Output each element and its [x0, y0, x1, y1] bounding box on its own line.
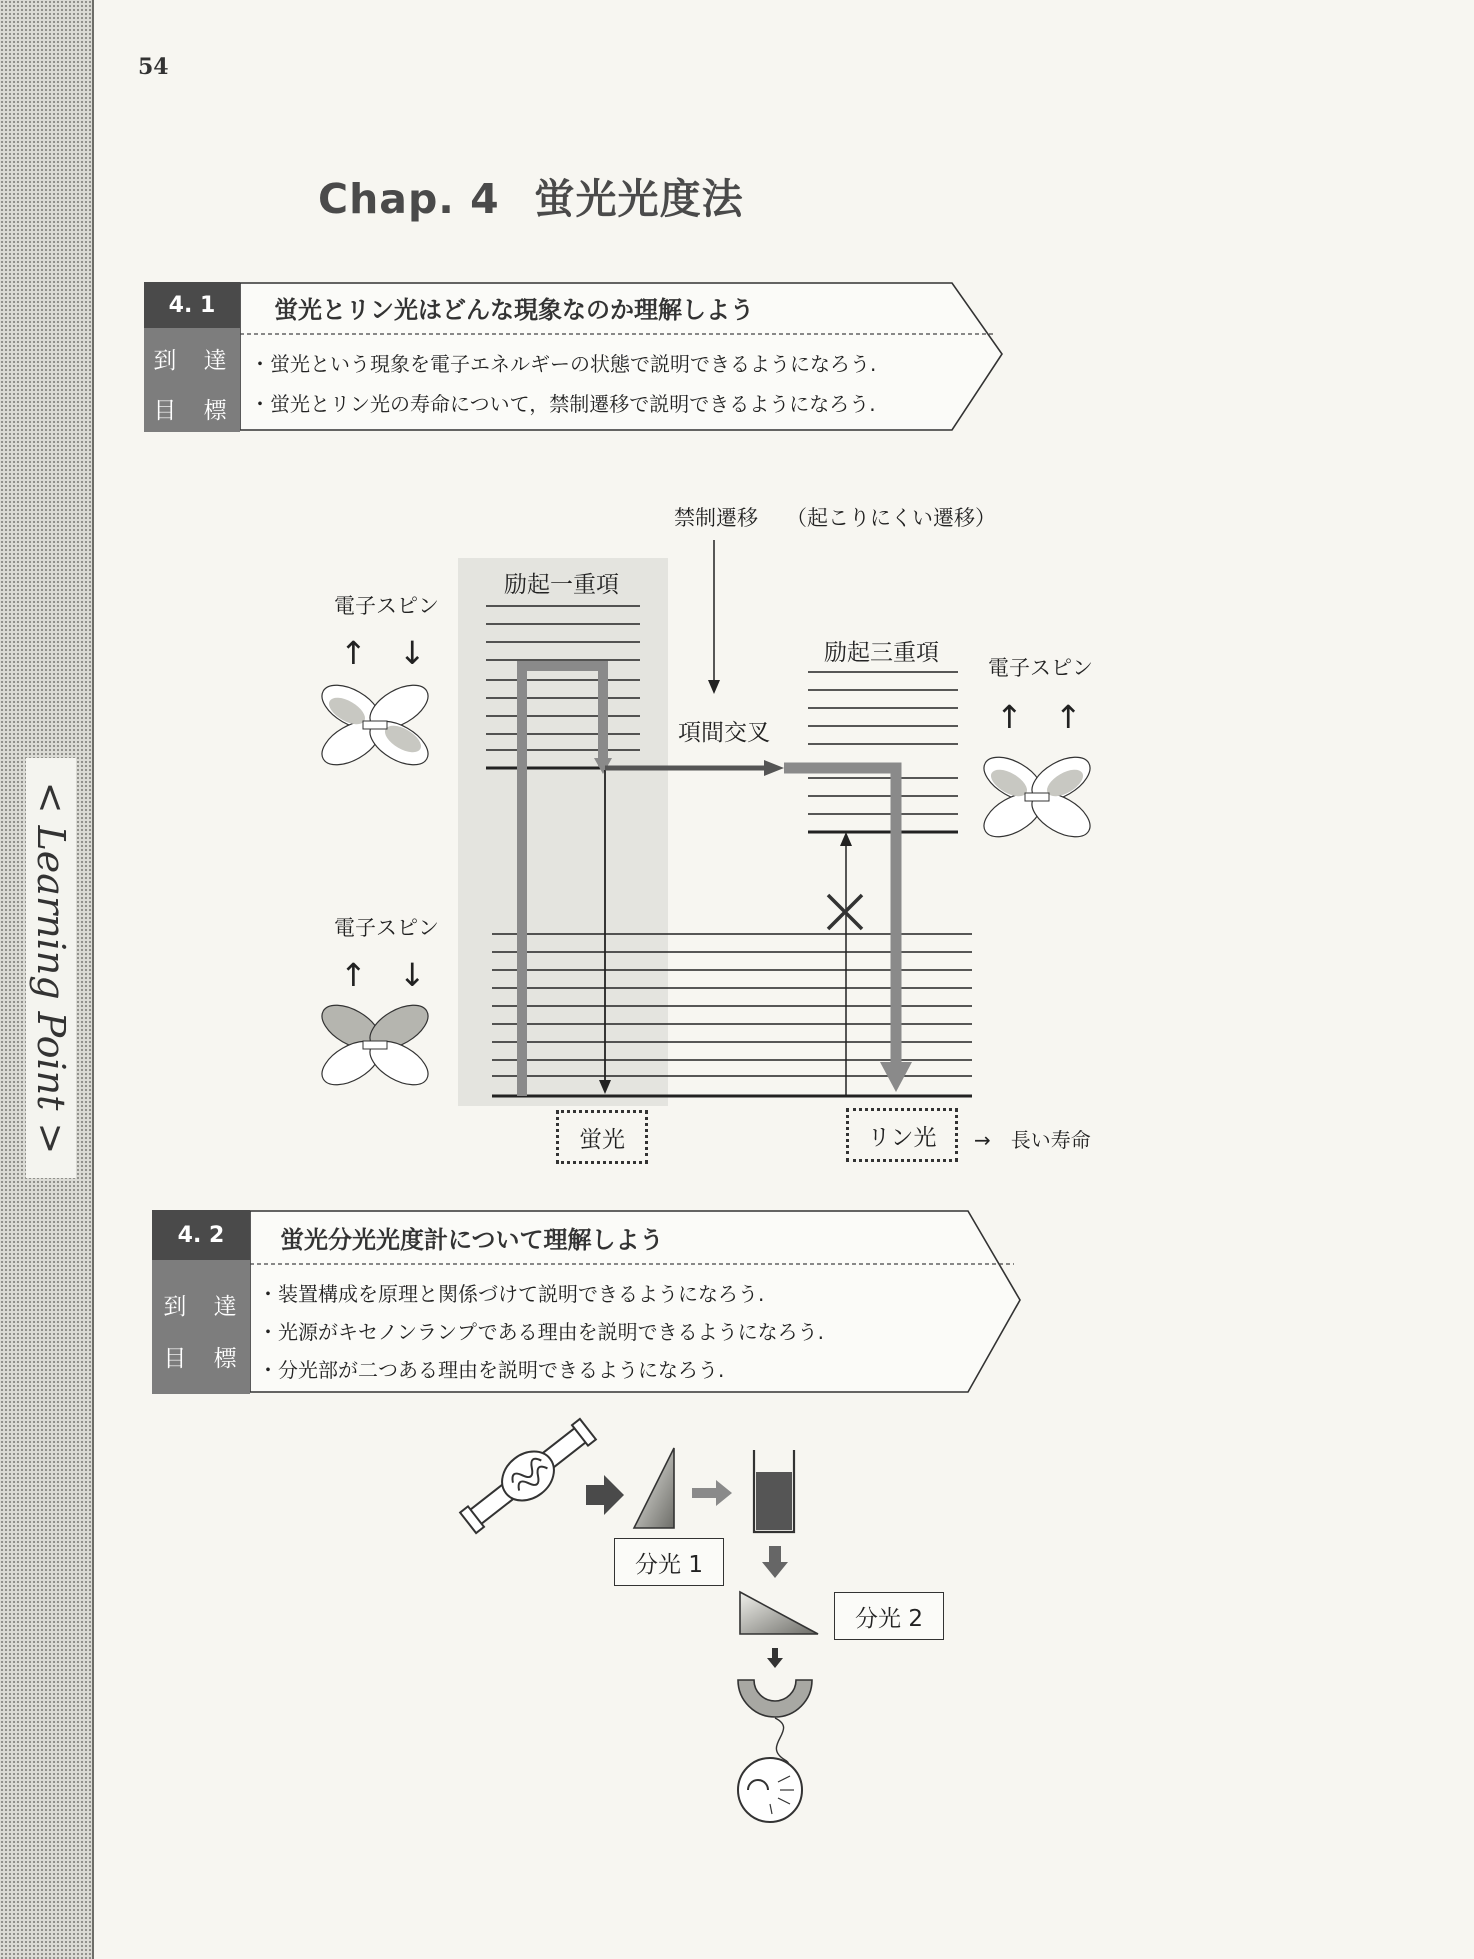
forbidden-transition-note: （起こりにくい遷移）	[786, 506, 996, 530]
objective-item: ・ 蛍光という現象を電子エネルギーの状態で説明できるようになろう.	[250, 348, 876, 388]
objective-heading: 蛍光とリン光はどんな現象なのか理解しよう	[274, 296, 754, 324]
objective-tag-line1: 到 達	[153, 348, 237, 374]
excited-singlet-label: 励起一重項	[504, 572, 619, 598]
objective-item: ・ 蛍光とリン光の寿命について，禁制遷移で説明できるようになろう.	[250, 388, 876, 417]
monochromator1-label: 分光 1	[614, 1538, 724, 1586]
objective-tag-line2: 目 標	[153, 398, 237, 424]
electron-spin-label: 電子スピン	[334, 594, 439, 618]
monochromator2-label: 分光 2	[834, 1592, 944, 1640]
objective-item: ・ 光源がキセノンランプである理由を説明できるようになろう.	[258, 1316, 824, 1354]
page-number: 54	[138, 54, 169, 80]
objective-tag-line2: 目 標	[163, 1346, 247, 1372]
sample-cell-icon	[754, 1450, 794, 1532]
objective-number: 4. 1	[168, 292, 216, 318]
light-arrow-icon	[586, 1475, 624, 1515]
long-lifetime-label: → 長い寿命	[974, 1128, 1091, 1152]
objective-tag-line1: 到 達	[163, 1294, 247, 1320]
light-arrow-icon	[692, 1480, 732, 1506]
spin-arrows-icon: ↑ ↓	[340, 634, 426, 672]
chapter-number: Chap. 4	[318, 175, 500, 223]
excited-triplet-label: 励起三重項	[824, 640, 939, 666]
objective-number: 4. 2	[177, 1222, 225, 1248]
phosphorescence-label: リン光	[846, 1108, 958, 1162]
electron-spin-label: 電子スピン	[334, 916, 439, 940]
objective-item: ・ 分光部が二つある理由を説明できるようになろう.	[258, 1354, 824, 1383]
electron-spin-label: 電子スピン	[988, 656, 1093, 680]
light-arrow-icon	[762, 1546, 788, 1578]
light-arrow-icon	[767, 1648, 783, 1668]
intersystem-crossing-label: 項間交叉	[678, 720, 770, 746]
prism-icon	[634, 1448, 674, 1528]
detector-icon	[738, 1680, 812, 1822]
side-label: < Learning Point >	[29, 781, 73, 1155]
spin-arrows-icon: ↑ ↓	[340, 956, 426, 994]
chapter-name: 蛍光光度法	[533, 175, 744, 223]
forbidden-transition-label: 禁制遷移	[674, 506, 758, 530]
spin-arrows-icon: ↑ ↑	[996, 698, 1082, 736]
objective-heading: 蛍光分光光度計について理解しよう	[280, 1226, 664, 1254]
xenon-lamp-icon	[455, 1412, 602, 1540]
objective-item: ・ 装置構成を原理と関係づけて説明できるようになろう.	[258, 1278, 824, 1316]
fluorescence-label: 蛍光	[556, 1110, 648, 1164]
prism-icon	[740, 1592, 818, 1634]
